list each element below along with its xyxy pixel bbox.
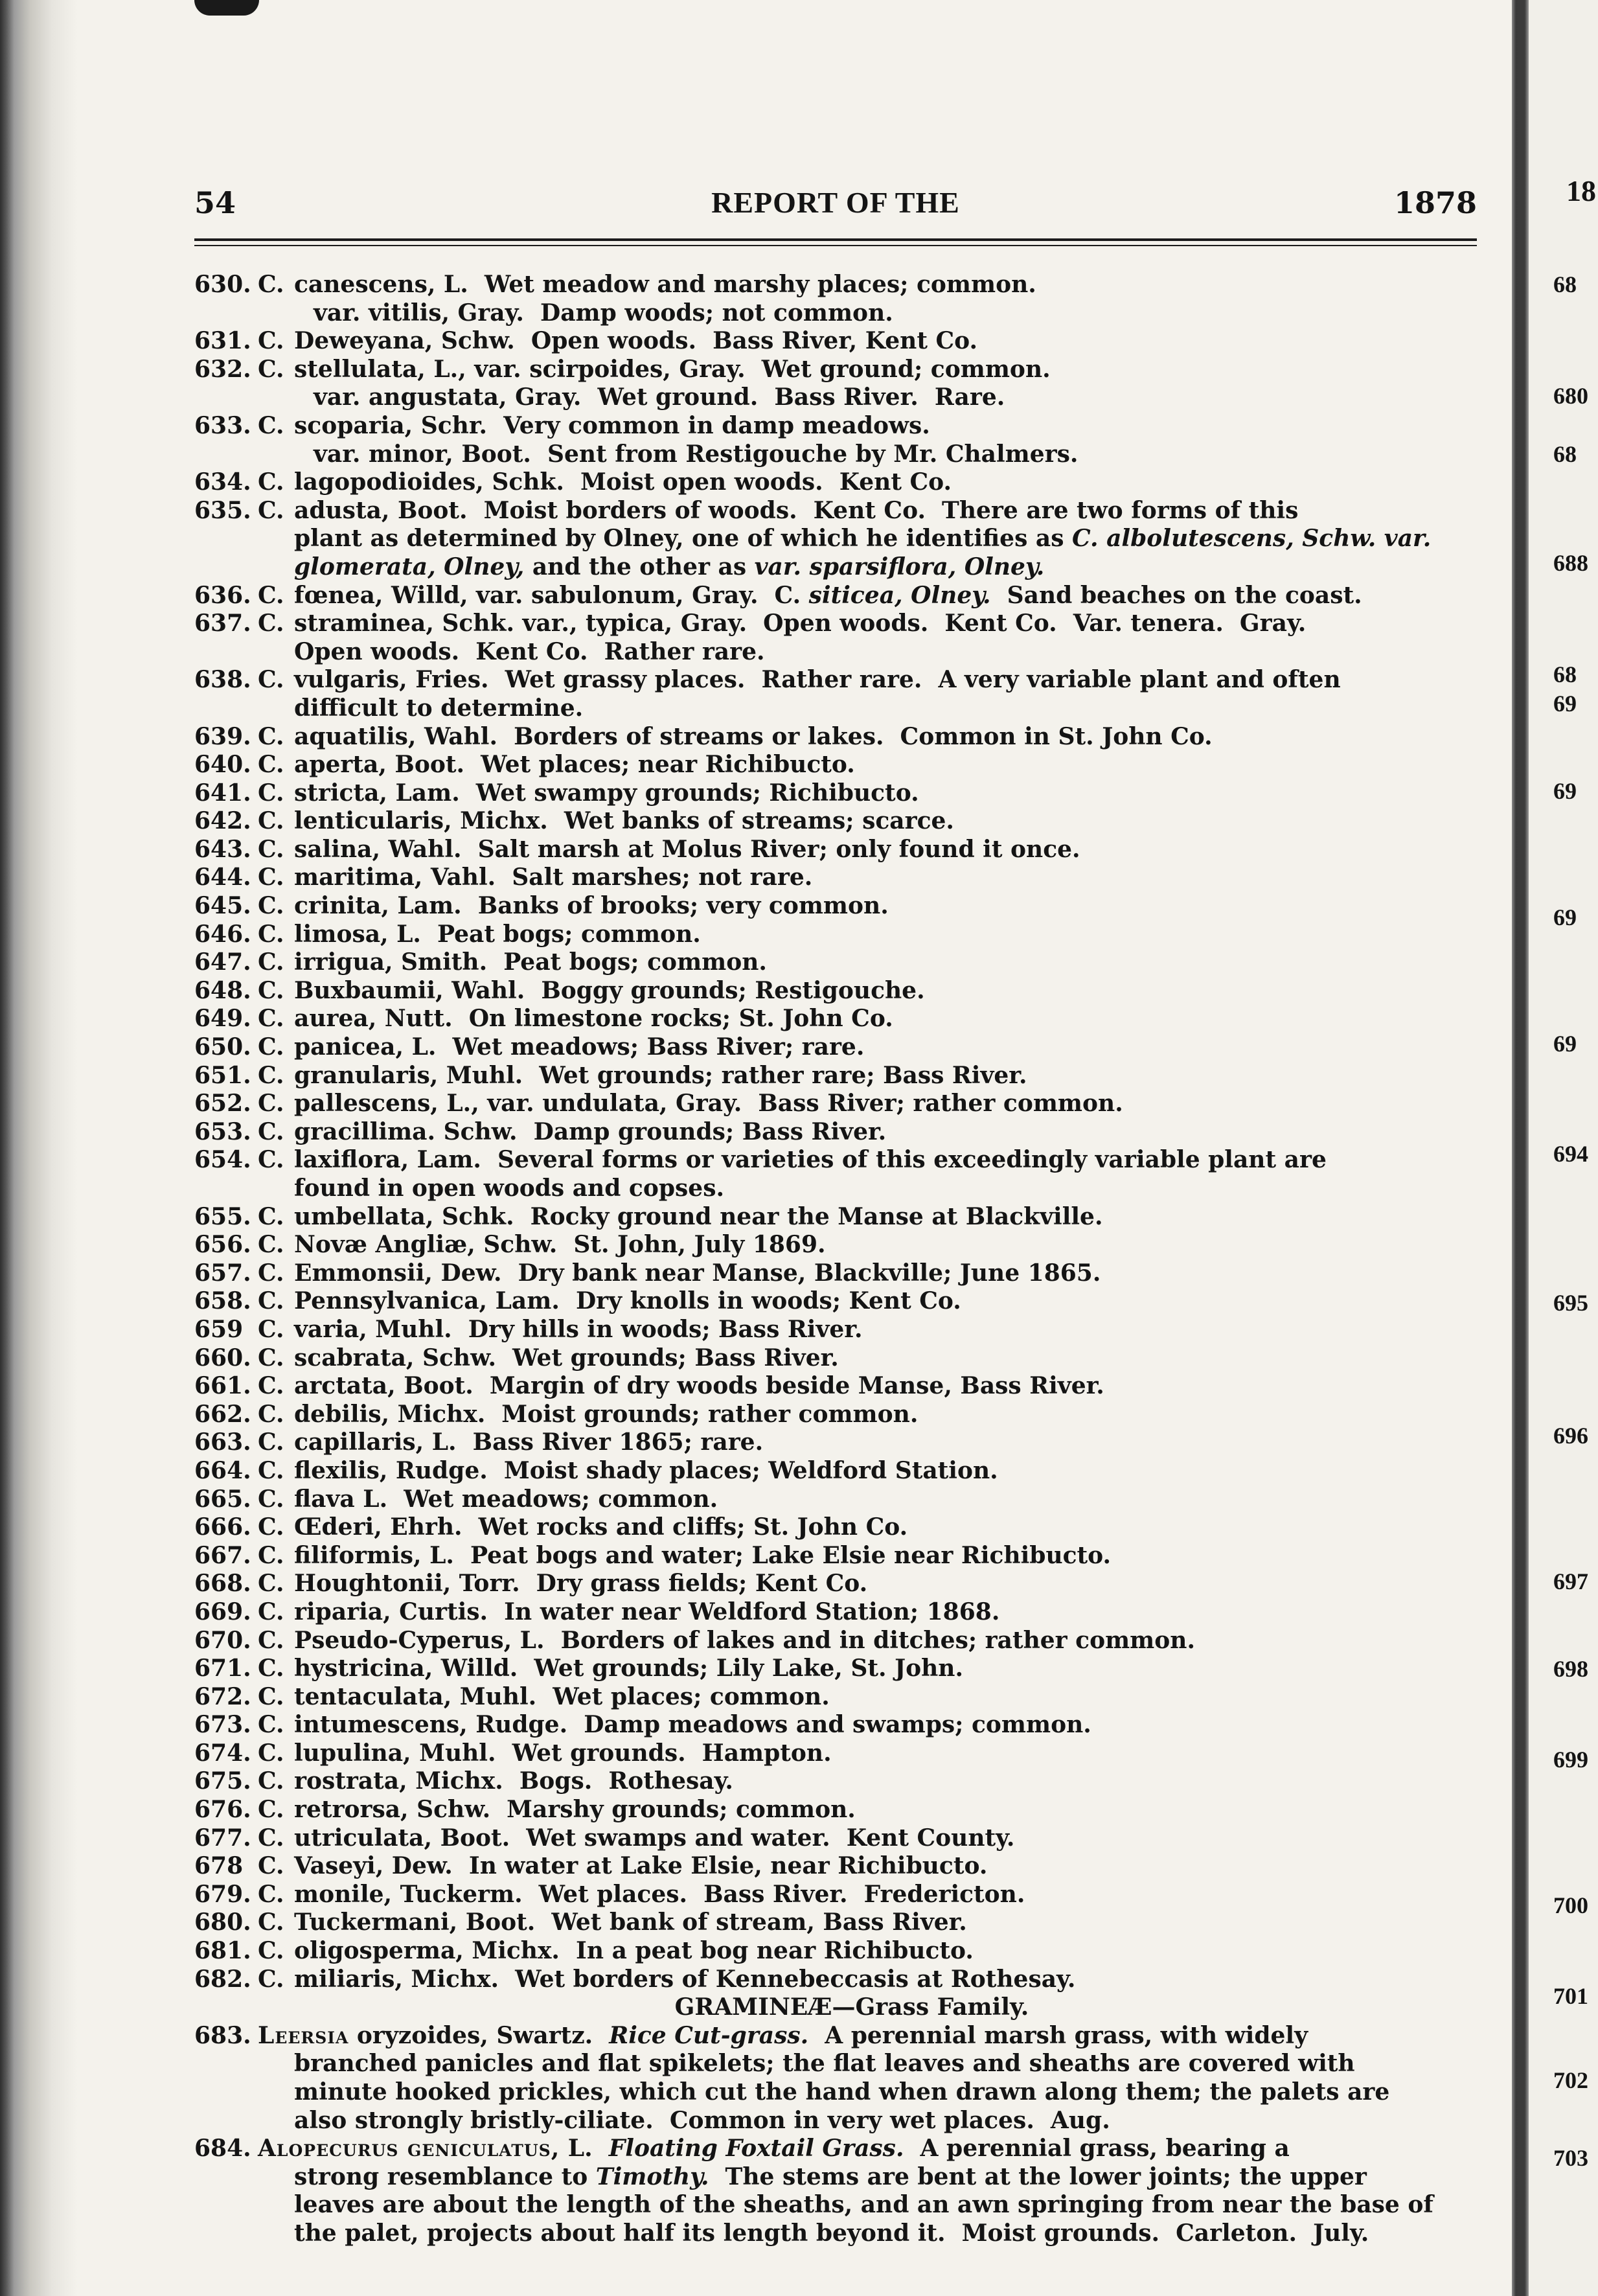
entry-text: var. angustata, Gray. Wet ground. Bass River. Rare. — [314, 384, 1005, 411]
facing-page-number: 69 — [1553, 1031, 1577, 1057]
entry-number: 630. — [194, 271, 251, 298]
entry-text: and the other as — [524, 553, 755, 580]
entry-line — [194, 1372, 1483, 1401]
entry-text: stricta, Lam. Wet swampy grounds; Richibucto. — [294, 779, 919, 807]
entry-line — [194, 412, 1483, 441]
genus-abbrev: C. — [258, 779, 284, 807]
entry-number: 669. — [194, 1598, 251, 1625]
genus-abbrev: C. — [258, 1061, 284, 1089]
genus-abbrev: C. — [258, 1739, 284, 1767]
genus-abbrev: C. — [258, 1598, 284, 1625]
facing-page-number: 688 — [1553, 550, 1588, 576]
entry-line — [194, 582, 1483, 610]
entry-text: var. vitilis, Gray. Damp woods; not common. — [314, 299, 893, 327]
entry-line — [194, 1486, 1483, 1514]
entry-line — [194, 1005, 1483, 1033]
entry-line — [194, 1881, 1483, 1909]
entry-line — [194, 356, 1483, 384]
genus-abbrev: C. — [258, 1767, 284, 1795]
entry-text: the palet, projects about half its length beyond it. Moist grounds. Carleton. July. — [294, 2219, 1369, 2247]
italic-text: Timothy. — [595, 2163, 709, 2190]
entry-number: 654. — [194, 1146, 251, 1174]
entry-line — [194, 1062, 1483, 1090]
entry-text: straminea, Schk. var., typica, Gray. Open woods. Kent Co. Var. tenera. Gray. — [294, 610, 1307, 637]
continuation-line — [194, 525, 1483, 553]
entry-text: irrigua, Smith. Peat bogs; common. — [294, 948, 767, 976]
entry-text: L. — [560, 2135, 609, 2163]
entry-line — [194, 1118, 1483, 1147]
entry-text: aurea, Nutt. On limestone rocks; St. John Co. — [294, 1005, 893, 1033]
entry-text: monile, Tuckerm. Wet places. Bass River. Fredericton. — [294, 1880, 1025, 1908]
book-spine-gutter — [1512, 0, 1529, 2296]
entry-number: 644. — [194, 864, 251, 891]
page-left-edge-shadow — [0, 0, 78, 2296]
page-year: 1878 — [1393, 185, 1477, 220]
entry-number: 653. — [194, 1118, 251, 1145]
entry-number: 673. — [194, 1711, 251, 1739]
entry-text: retrorsa, Schw. Marshy grounds; common. — [294, 1796, 856, 1824]
entry-text: riparia, Curtis. In water near Weldford Station; 1868. — [294, 1598, 1000, 1625]
facing-page-number: 696 — [1553, 1423, 1588, 1449]
entry-text: gracillima. Schw. Damp grounds; Bass River. — [294, 1118, 887, 1145]
entry-text: Pennsylvanica, Lam. Dry knolls in woods; Kent Co. — [294, 1287, 961, 1315]
entry-text: found in open woods and copses. — [294, 1175, 724, 1202]
continuation-line — [194, 638, 1483, 667]
entry-number: 683. — [194, 2021, 251, 2049]
facing-page-number: 69 — [1553, 778, 1577, 804]
entry-line — [194, 1796, 1483, 1824]
entry-text: limosa, L. Peat bogs; common. — [294, 920, 701, 948]
entry-line — [194, 1739, 1483, 1768]
entry-line — [194, 1231, 1483, 1259]
genus-abbrev: C. — [258, 835, 284, 863]
entry-text: stellulata, L., var. scirpoides, Gray. Wet ground; common. — [294, 355, 1051, 383]
entry-line — [194, 1513, 1483, 1542]
entry-line — [194, 921, 1483, 949]
genus-abbrev: C. — [258, 1909, 284, 1936]
entry-text: miliaris, Michx. Wet borders of Kennebeccasis at Rothesay. — [294, 1965, 1076, 1993]
entry-text: oligosperma, Michx. In a peat bog near Richibucto. — [294, 1937, 974, 1965]
section-heading: GRAMINEÆ—Grass Family. — [674, 1993, 1029, 2021]
genus-abbrev: C. — [258, 1796, 284, 1824]
genus-abbrev: C. — [258, 1626, 284, 1654]
entry-text: leaves are about the length of the sheaths, and an awn springing from near the base of — [294, 2191, 1433, 2219]
genus-abbrev: C. — [258, 1259, 284, 1287]
entry-number: 666. — [194, 1513, 251, 1541]
entry-number: 637. — [194, 610, 251, 637]
entry-text: oryzoides, Swartz. — [348, 2021, 610, 2049]
genus-abbrev: C. — [258, 920, 284, 948]
facing-page-number: 702 — [1553, 2067, 1588, 2093]
genus-abbrev: C. — [258, 1033, 284, 1061]
entry-text: Open woods. Kent Co. Rather rare. — [294, 637, 765, 665]
entry-text: A perennial marsh grass, with widely — [808, 2021, 1308, 2049]
genus-abbrev: C. — [258, 1682, 284, 1710]
entry-line — [194, 1287, 1483, 1316]
facing-page-number: 69 — [1553, 691, 1577, 717]
genus-abbrev: C. — [258, 666, 284, 694]
entry-number: 677. — [194, 1824, 251, 1852]
entry-number: 656. — [194, 1231, 251, 1259]
entry-number: 657. — [194, 1259, 251, 1287]
entry-number: 631. — [194, 327, 251, 355]
italic-text: var. sparsiflora, Olney. — [754, 553, 1045, 580]
genus-abbrev: C. — [258, 1202, 284, 1230]
page-number: 54 — [194, 185, 236, 220]
header-rule-thin — [194, 245, 1477, 246]
continuation-line — [194, 2191, 1483, 2220]
genus-abbrev: C. — [258, 1880, 284, 1908]
entry-number: 634. — [194, 468, 251, 496]
genus-abbrev: C. — [258, 1287, 284, 1315]
genus-abbrev: C. — [258, 1400, 284, 1428]
entry-number: 638. — [194, 666, 251, 694]
entry-number: 647. — [194, 948, 251, 976]
entry-number: 680. — [194, 1909, 251, 1936]
entry-text: capillaris, L. Bass River 1865; rare. — [294, 1429, 764, 1456]
entry-text: strong resemblance to — [294, 2163, 596, 2190]
entry-text: panicea, L. Wet meadows; Bass River; rare. — [294, 1033, 865, 1061]
entry-text: debilis, Michx. Moist grounds; rather common. — [294, 1400, 919, 1428]
entry-line — [194, 864, 1483, 892]
genus-abbrev: C. — [258, 1965, 284, 1993]
entry-text: Buxbaumii, Wahl. Boggy grounds; Restigouche. — [294, 976, 925, 1004]
genus-abbrev: C. — [258, 411, 284, 439]
genus-abbrev: C. — [258, 1429, 284, 1456]
facing-page-number: 18 — [1566, 174, 1596, 207]
entry-number: 678 — [194, 1852, 244, 1880]
genus-abbrev: C. — [258, 1937, 284, 1965]
entry-text: lagopodioides, Schk. Moist open woods. Kent Co. — [294, 468, 952, 496]
facing-page-number: 701 — [1553, 1983, 1588, 2009]
continuation-line — [194, 2220, 1483, 2248]
entry-text: Deweyana, Schw. Open woods. Bass River, Kent Co. — [294, 327, 978, 355]
species-list — [194, 271, 1483, 2248]
genus-abbrev: C. — [258, 610, 284, 637]
facing-page-edge — [1529, 0, 1598, 2296]
entry-line — [194, 468, 1483, 497]
entry-number: 643. — [194, 835, 251, 863]
genus-abbrev: C. — [258, 355, 284, 383]
entry-text: fœnea, Willd, var. sabulonum, Gray. C. — [294, 581, 809, 609]
entry-text: varia, Muhl. Dry hills in woods; Bass River. — [294, 1315, 863, 1343]
entry-number: 671. — [194, 1655, 251, 1682]
entry-number: 639. — [194, 722, 251, 750]
genus-abbrev: C. — [258, 1570, 284, 1598]
continuation-line — [194, 2078, 1483, 2107]
entry-line — [194, 723, 1483, 752]
entry-line — [194, 497, 1483, 525]
entry-number: 652. — [194, 1090, 251, 1118]
entry-line — [194, 1627, 1483, 1655]
entry-text: flexilis, Rudge. Moist shady places; Weldford Station. — [294, 1456, 998, 1484]
entry-number: 655. — [194, 1202, 251, 1230]
entry-text: tentaculata, Muhl. Wet places; common. — [294, 1682, 830, 1710]
entry-text: difficult to determine. — [294, 694, 584, 722]
entry-text: plant as determined by Olney, one of which he identifies as — [294, 525, 1073, 553]
entry-line — [194, 1824, 1483, 1853]
entry-number: 675. — [194, 1767, 251, 1795]
entry-line — [194, 1655, 1483, 1683]
entry-number: 684. — [194, 2135, 251, 2163]
entry-line — [194, 1259, 1483, 1288]
facing-page-number: 703 — [1553, 2145, 1588, 2171]
entry-number: 660. — [194, 1344, 251, 1372]
entry-line — [194, 779, 1483, 808]
genus-abbrev: C. — [258, 1655, 284, 1682]
entry-number: 635. — [194, 496, 251, 524]
entry-line — [194, 807, 1483, 836]
entry-number: 650. — [194, 1033, 251, 1061]
entry-line — [194, 1457, 1483, 1486]
entry-number: 674. — [194, 1739, 251, 1767]
genus-abbrev: C. — [258, 1711, 284, 1739]
genus-abbrev: C. — [258, 948, 284, 976]
entry-text: Novæ Angliæ, Schw. St. John, July 1869. — [294, 1231, 826, 1259]
entry-line — [194, 1598, 1483, 1627]
entry-line — [194, 271, 1483, 299]
entry-text: Houghtonii, Torr. Dry grass fields; Kent Co. — [294, 1570, 868, 1598]
italic-text: Floating Foxtail Grass. — [608, 2135, 904, 2163]
continuation-line — [194, 2107, 1483, 2135]
genus-abbrev: C. — [258, 581, 284, 609]
entry-line — [194, 1344, 1483, 1373]
entry-number: 648. — [194, 976, 251, 1004]
entry-text: branched panicles and flat spikelets; the flat leaves and sheaths are covered with — [294, 2050, 1355, 2078]
entry-text: aquatilis, Wahl. Borders of streams or lakes. Common in St. John Co. — [294, 722, 1213, 750]
genus-abbrev: C. — [258, 1372, 284, 1400]
italic-text: glomerata, Olney, — [294, 553, 525, 580]
entry-number: 641. — [194, 779, 251, 807]
facing-page-number: 695 — [1553, 1290, 1588, 1316]
page-header — [194, 181, 1477, 220]
genus-abbrev: C. — [258, 1852, 284, 1880]
entry-line — [194, 1570, 1483, 1598]
entry-number: 651. — [194, 1061, 251, 1089]
genus-abbrev: C. — [258, 807, 284, 835]
entry-number: 667. — [194, 1541, 251, 1569]
entry-line — [194, 1203, 1483, 1232]
entry-text: arctata, Boot. Margin of dry woods beside Manse, Bass River. — [294, 1372, 1104, 1400]
entry-number: 633. — [194, 411, 251, 439]
entry-line — [194, 2022, 1483, 2050]
entry-line — [194, 1146, 1483, 1175]
entry-text: laxiflora, Lam. Several forms or varieties of this exceedingly variable plant are — [294, 1146, 1327, 1174]
continuation-line — [194, 695, 1483, 723]
continuation-line — [194, 384, 1483, 412]
entry-number: 640. — [194, 751, 251, 779]
genus-abbrev: C. — [258, 327, 284, 355]
entry-number: 665. — [194, 1485, 251, 1513]
entry-text: Vaseyi, Dew. In water at Lake Elsie, near Richibucto. — [294, 1852, 988, 1880]
genus-abbrev: C. — [258, 271, 284, 298]
entry-number: 659 — [194, 1315, 244, 1343]
entry-text: umbellata, Schk. Rocky ground near the Manse at Blackville. — [294, 1202, 1103, 1230]
entry-text: A perennial grass, bearing a — [904, 2135, 1290, 2163]
genus-abbrev: C. — [258, 1118, 284, 1145]
entry-text: vulgaris, Fries. Wet grassy places. Rather rare. A very variable plant and often — [294, 666, 1341, 694]
genus-abbrev: C. — [258, 1824, 284, 1852]
entry-line — [194, 1090, 1483, 1118]
entry-text: scabrata, Schw. Wet grounds; Bass River. — [294, 1344, 839, 1372]
facing-page-number: 697 — [1553, 1568, 1588, 1594]
genus-abbrev: C. — [258, 1005, 284, 1033]
entry-line — [194, 892, 1483, 921]
entry-line — [194, 1966, 1483, 1994]
entry-text: canescens, L. Wet meadow and marshy places; common. — [294, 271, 1036, 298]
entry-number: 646. — [194, 920, 251, 948]
entry-line — [194, 1542, 1483, 1570]
continuation-line — [194, 2163, 1483, 2192]
entry-number: 661. — [194, 1372, 251, 1400]
entry-line — [194, 1401, 1483, 1429]
entry-line — [194, 1909, 1483, 1937]
italic-text: C. albolutescens, Schw. var. — [1072, 525, 1432, 553]
genus-abbrev: C. — [258, 1541, 284, 1569]
entry-number: 679. — [194, 1880, 251, 1908]
entry-text: granularis, Muhl. Wet grounds; rather rare; Bass River. — [294, 1061, 1027, 1089]
entry-line — [194, 751, 1483, 779]
genus-abbrev: C. — [258, 1344, 284, 1372]
entry-text: The stems are bent at the lower joints; the upper — [709, 2163, 1367, 2190]
facing-page-number: 68 — [1553, 271, 1577, 297]
entry-text: crinita, Lam. Banks of brooks; very common. — [294, 892, 889, 920]
entry-line — [194, 1852, 1483, 1881]
entry-text: lenticularis, Michx. Wet banks of streams; scarce. — [294, 807, 954, 835]
entry-text: salina, Wahl. Salt marsh at Molus River; only found it once. — [294, 835, 1080, 863]
entry-line — [194, 1429, 1483, 1457]
genus-abbrev: C. — [258, 1090, 284, 1118]
entry-text: Pseudo-Cyperus, L. Borders of lakes and in ditches; rather common. — [294, 1626, 1195, 1654]
facing-page-number: 694 — [1553, 1141, 1588, 1167]
genus-abbrev: C. — [258, 892, 284, 920]
entry-number: 632. — [194, 355, 251, 383]
entry-text: Emmonsii, Dew. Dry bank near Manse, Blackville; June 1865. — [294, 1259, 1101, 1287]
continuation-line — [194, 2050, 1483, 2078]
entry-text: adusta, Boot. Moist borders of woods. Kent Co. There are two forms of this — [294, 496, 1299, 524]
entry-text: minute hooked prickles, which cut the hand when drawn along them; the palets are — [294, 2078, 1390, 2106]
entry-number: 672. — [194, 1682, 251, 1710]
entry-line — [194, 327, 1483, 356]
entry-text: Œderi, Ehrh. Wet rocks and cliffs; St. John Co. — [294, 1513, 908, 1541]
entry-number: 662. — [194, 1400, 251, 1428]
entry-text: utriculata, Boot. Wet swamps and water. Kent County. — [294, 1824, 1015, 1852]
continuation-line — [194, 441, 1483, 469]
genus-abbrev: C. — [258, 976, 284, 1004]
genus-abbrev: C. — [258, 1231, 284, 1259]
entry-number: 663. — [194, 1429, 251, 1456]
genus-abbrev: C. — [258, 722, 284, 750]
genus-abbrev: C. — [258, 1485, 284, 1513]
genus-name: Leersia — [258, 2021, 349, 2049]
genus-abbrev: C. — [258, 751, 284, 779]
entry-text: Sand beaches on the coast. — [990, 581, 1362, 609]
entry-number: 642. — [194, 807, 251, 835]
facing-page-number: 698 — [1553, 1656, 1588, 1682]
ink-blot — [194, 0, 259, 16]
facing-page-number: 699 — [1553, 1747, 1588, 1773]
entry-line — [194, 948, 1483, 977]
facing-page-number: 68 — [1553, 441, 1577, 467]
entry-line — [194, 666, 1483, 695]
genus-abbrev: C. — [258, 864, 284, 891]
entry-number: 681. — [194, 1937, 251, 1965]
entry-text: filiformis, L. Peat bogs and water; Lake Elsie near Richibucto. — [294, 1541, 1112, 1569]
italic-text: Rice Cut-grass. — [609, 2021, 809, 2049]
entry-line — [194, 2135, 1483, 2163]
facing-page-number: 700 — [1553, 1892, 1588, 1918]
genus-abbrev: C. — [258, 496, 284, 524]
entry-text: flava L. Wet meadows; common. — [294, 1485, 718, 1513]
facing-page-number: 69 — [1553, 904, 1577, 930]
entry-text: lupulina, Muhl. Wet grounds. Hampton. — [294, 1739, 832, 1767]
genus-abbrev: C. — [258, 468, 284, 496]
entry-line — [194, 836, 1483, 864]
entry-text: aperta, Boot. Wet places; near Richibucto. — [294, 751, 855, 779]
entry-number: 649. — [194, 1005, 251, 1033]
entry-text: hystricina, Willd. Wet grounds; Lily Lake, St. John. — [294, 1655, 963, 1682]
facing-page-number: 68 — [1553, 661, 1577, 687]
entry-line — [194, 977, 1483, 1005]
entry-line — [194, 610, 1483, 638]
genus-abbrev: C. — [258, 1456, 284, 1484]
entry-line — [194, 1683, 1483, 1712]
entry-number: 676. — [194, 1796, 251, 1824]
entry-line — [194, 1033, 1483, 1062]
entry-text: Tuckermani, Boot. Wet bank of stream, Bass River. — [294, 1909, 967, 1936]
entry-line — [194, 1937, 1483, 1966]
header-rule — [194, 238, 1477, 241]
entry-line — [194, 1767, 1483, 1796]
italic-text: siticea, Olney. — [808, 581, 991, 609]
entry-number: 645. — [194, 892, 251, 920]
entry-text: intumescens, Rudge. Damp meadows and swamps; common. — [294, 1711, 1091, 1739]
continuation-line — [194, 299, 1483, 328]
entry-number: 636. — [194, 581, 251, 609]
genus-name: Alopecurus geniculatus, — [258, 2135, 560, 2163]
entry-text: maritima, Vahl. Salt marshes; not rare. — [294, 864, 813, 891]
entry-text: var. minor, Boot. Sent from Restigouche by Mr. Chalmers. — [314, 440, 1079, 468]
entry-number: 682. — [194, 1965, 251, 1993]
page-title: REPORT OF THE — [711, 186, 960, 219]
entry-text: scoparia, Schr. Very common in damp meadows. — [294, 411, 930, 439]
entry-number: 670. — [194, 1626, 251, 1654]
continuation-line — [194, 553, 1483, 582]
genus-abbrev: C. — [258, 1146, 284, 1174]
facing-page-number: 680 — [1553, 383, 1588, 409]
genus-abbrev: C. — [258, 1513, 284, 1541]
entry-number: 668. — [194, 1570, 251, 1598]
entry-number: 664. — [194, 1456, 251, 1484]
entry-text: rostrata, Michx. Bogs. Rothesay. — [294, 1767, 733, 1795]
genus-abbrev: C. — [258, 1315, 284, 1343]
entry-text: pallescens, L., var. undulata, Gray. Bass River; rather common. — [294, 1090, 1123, 1118]
entry-line — [194, 1711, 1483, 1739]
continuation-line — [194, 1175, 1483, 1203]
entry-number: 658. — [194, 1287, 251, 1315]
entry-text: also strongly bristly-ciliate. Common in very wet places. Aug. — [294, 2106, 1110, 2134]
entry-line — [194, 1316, 1483, 1344]
